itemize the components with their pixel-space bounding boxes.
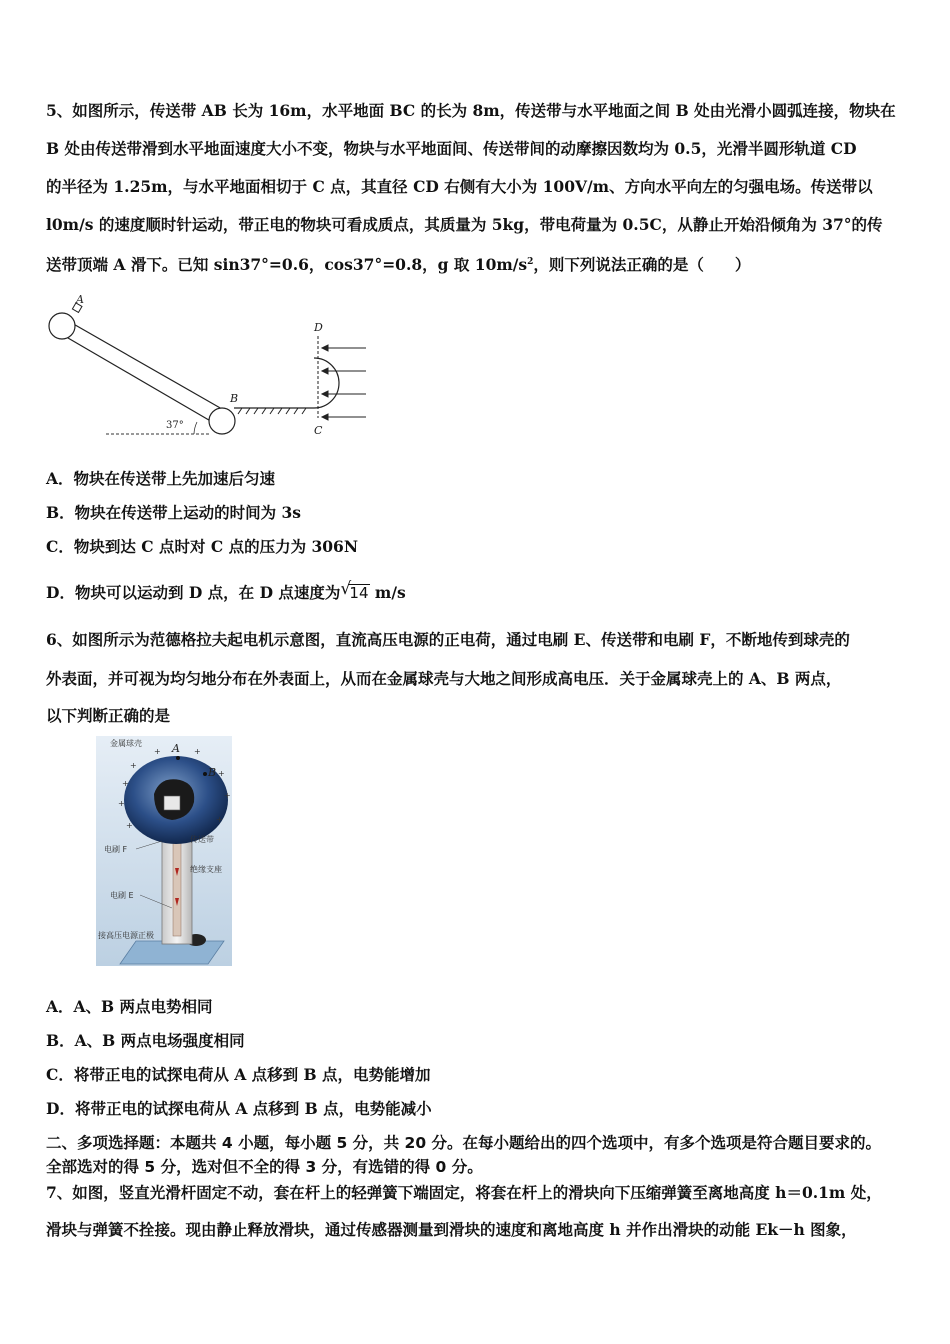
section2-heading-line-1: 二、多项选择题：本题共 4 小题，每小题 5 分，共 20 分。在每小题给出的四个选项中，有多个选项是符合题目要求的。	[46, 1134, 882, 1152]
field-arrows	[322, 345, 366, 420]
svg-text:+: +	[194, 747, 201, 756]
caption-point-a: A	[172, 742, 180, 755]
q6-text-line-3: 以下判断正确的是	[46, 706, 171, 725]
q7-text-line-1: 7、如图，竖直光滑杆固定不动，套在杆上的轻弹簧下端固定，将套在杆上的滑块向下压缩弹簧至离地高度 h＝0.1m 处，	[46, 1183, 882, 1202]
q5-option-d-text: D．物块可以运动到 D 点，在 D 点速度为	[46, 583, 341, 602]
q5-text-line-5	[46, 252, 906, 275]
q6-text-line-1: 6、如图所示为范德格拉夫起电机示意图，直流高压电源的正电荷，通过电刷 E、传送带和电刷 F，不断地传到球壳的	[46, 630, 850, 649]
caption-brush-e: 电刷 E	[110, 891, 134, 900]
svg-text:+: +	[154, 747, 161, 756]
q5-line5-tail: ，则下列说法正确的是（ ）	[533, 255, 751, 275]
q6-option-b: B．A、B 两点电场强度相同	[46, 1031, 245, 1050]
caption-support: 绝缘支座	[190, 865, 222, 874]
point-b-marker	[203, 772, 207, 776]
svg-text:+: +	[122, 779, 129, 788]
q5-option-c: C．物块到达 C 点时对 C 点的压力为 306N	[46, 537, 359, 556]
radicand: 14	[349, 584, 369, 602]
section2-heading-line-2: 全部选对的得 5 分，选对但不全的得 3 分，有选错的得 0 分。	[46, 1158, 483, 1176]
q5-text-line-3: 的半径为 1.25m，与水平地面相切于 C 点，其直径 CD 右侧有大小为 100V/m、方向水平向左的匀强电场。传送带以	[46, 177, 873, 196]
label-b: B	[230, 392, 239, 405]
sqrt-expression	[340, 579, 369, 603]
q5-option-a: A．物块在传送带上先加速后匀速	[46, 469, 276, 488]
belt-lower-edge	[68, 338, 226, 430]
bottom-pulley	[209, 408, 235, 434]
q5-text-line-1: 5、如图所示，传送带 AB 长为 16m，水平地面 BC 的长为 8m，传送带与水平地面之间 B 处由光滑小圆弧连接，物块在	[46, 101, 896, 120]
q5-line5-superscript: 2	[527, 257, 534, 267]
svg-text:+: +	[218, 769, 225, 778]
q5-option-d	[46, 579, 406, 603]
svg-text:+: +	[224, 791, 231, 800]
caption-power: 接高压电源正极	[98, 931, 154, 940]
svg-text:+: +	[118, 799, 125, 808]
base-plate	[120, 941, 224, 964]
caption-point-b: B	[208, 766, 217, 779]
q5-text-line-2: B 处由传送带滑到水平地面速度大小不变，物块与水平地面间、传送带间的动摩擦因数均为 0.5，光滑半圆形轨道 CD	[46, 139, 857, 158]
radical-sign: √	[340, 579, 352, 599]
ground-hatch	[238, 408, 306, 414]
upper-roller	[164, 796, 180, 810]
q5-line5-main: 送带顶端 A 滑下。已知 sin37°=0.6，cos37°=0.8，g 取 10m/s	[46, 255, 528, 275]
q6-option-c: C．将带正电的试探电荷从 A 点移到 B 点，电势能增加	[46, 1065, 431, 1084]
q6-text-line-2: 外表面，并可视为均匀地分布在外表面上，从而在金属球壳与大地之间形成高电压．关于金属球壳上的 A、B 两点，	[46, 669, 842, 688]
caption-belt: 传送带	[190, 835, 214, 844]
angle-arc	[194, 422, 197, 434]
q5-option-d-unit: m/s	[374, 583, 406, 602]
label-c: C	[314, 424, 323, 437]
label-a: A	[76, 294, 84, 306]
q7-text-line-2: 滑块与弹簧不拴接。现由静止释放滑块，通过传感器测量到滑块的速度和离地高度 h 并作出滑块的动能 Ek－h 图象，	[46, 1220, 857, 1239]
point-a-marker	[176, 756, 180, 760]
q5-text-line-4: l0m/s 的速度顺时针运动，带正电的物块可看成质点，其质量为 5kg，带电荷量为 0.5C，从静止开始沿倾角为 37°的传	[46, 215, 883, 234]
svg-text:+: +	[126, 821, 133, 830]
svg-text:+: +	[130, 761, 137, 770]
top-pulley	[49, 313, 75, 339]
caption-brush-f: 电刷 F	[104, 845, 128, 854]
van-de-graaff-diagram	[96, 736, 232, 966]
svg-text:+: +	[216, 815, 223, 824]
q6-option-d: D．将带正电的试探电荷从 A 点移到 B 点，电势能减小	[46, 1099, 432, 1118]
label-angle: 37°	[166, 420, 184, 431]
belt-upper-edge	[56, 314, 222, 409]
q6-option-a: A．A、B 两点电势相同	[46, 997, 213, 1016]
label-d: D	[314, 321, 323, 334]
conveyor-belt-diagram	[44, 294, 384, 444]
caption-sphere: 金属球壳	[110, 739, 142, 748]
q5-option-b: B．物块在传送带上运动的时间为 3s	[46, 503, 302, 522]
